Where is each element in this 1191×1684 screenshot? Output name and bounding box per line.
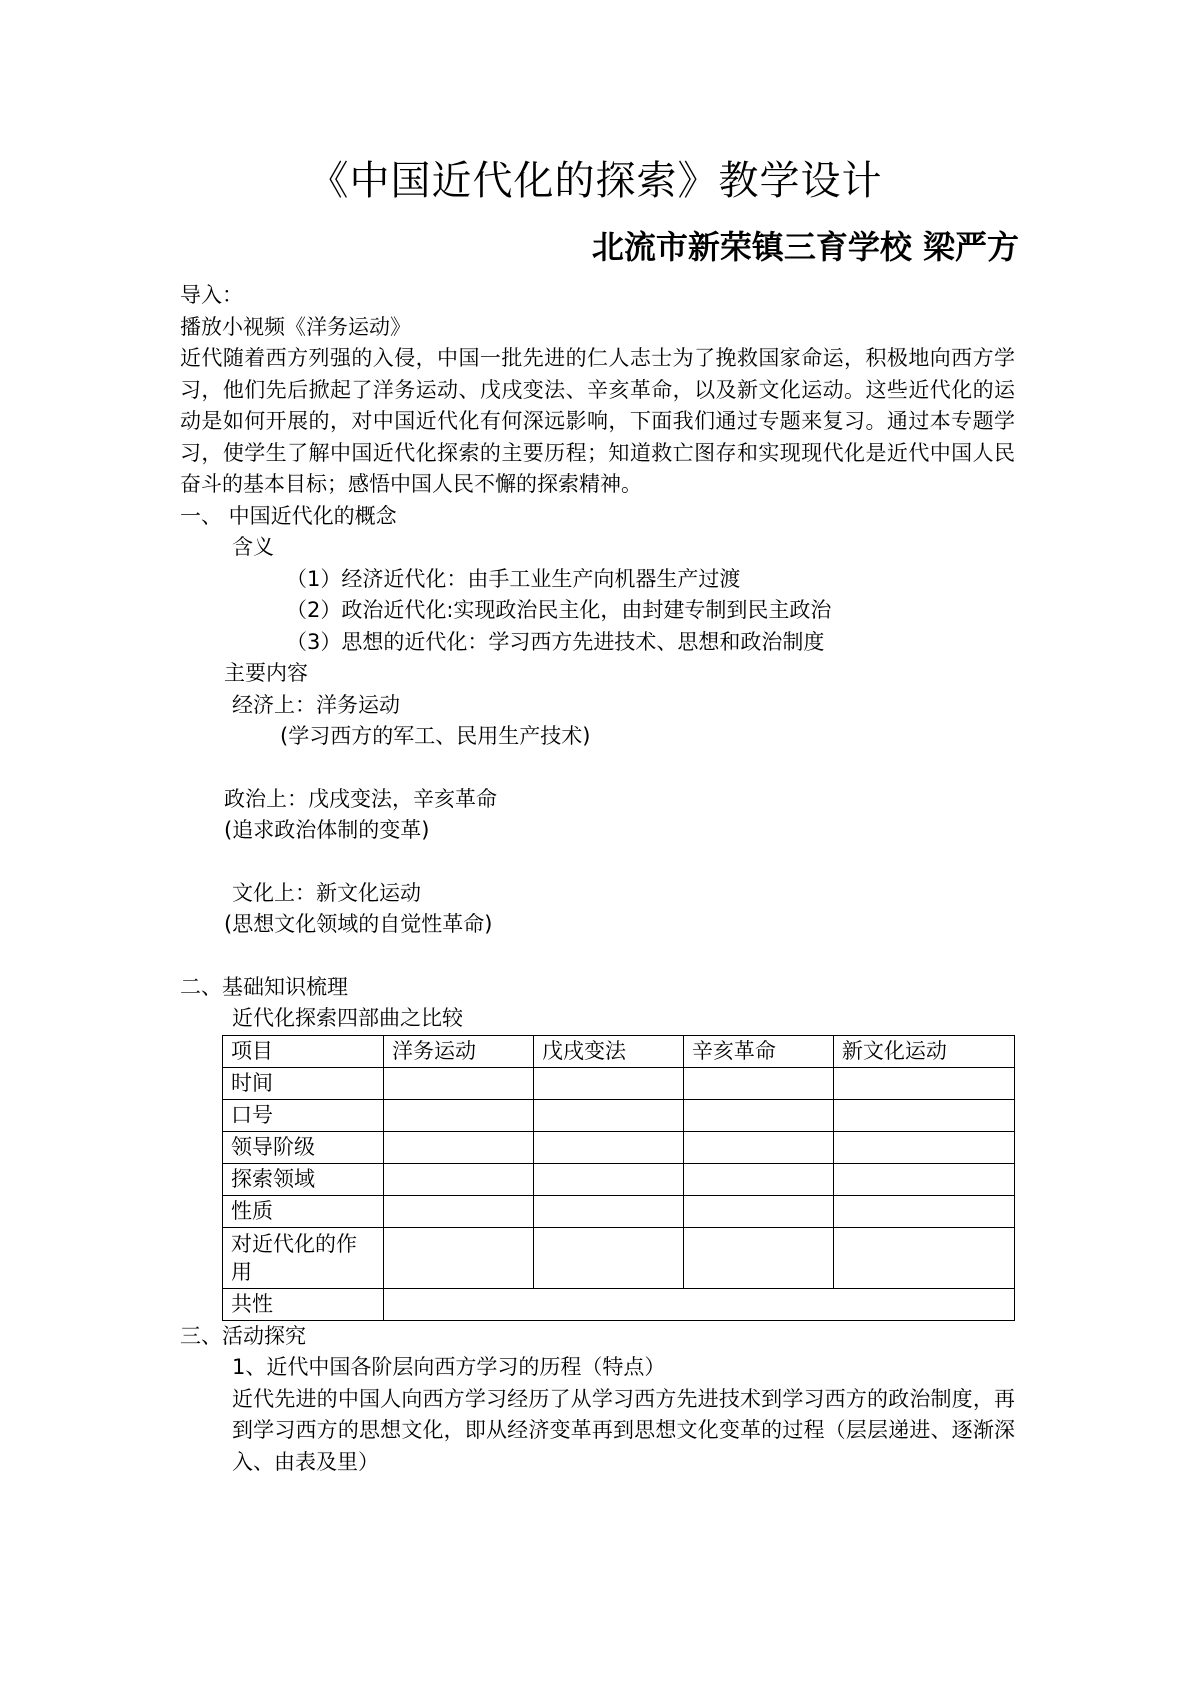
table-cell bbox=[533, 1067, 683, 1099]
table-caption: 近代化探索四部曲之比较 bbox=[232, 1006, 463, 1030]
section2-heading: 二、基础知识梳理 bbox=[180, 974, 348, 999]
intro-video: 播放小视频《洋务运动》 bbox=[180, 314, 411, 339]
section3-paragraph: 近代先进的中国人向西方学习经历了从学习西方先进技术到学习西方的政治制度，再到学习西方的思想文化，即从经济变革再到思想文化变革的过程（层层递进、逐渐深入、由表及里） bbox=[232, 1386, 1015, 1474]
table-header-cell: 戊戌变法 bbox=[533, 1035, 683, 1067]
table-header-cell: 项目 bbox=[223, 1035, 384, 1067]
table-header-row bbox=[223, 1035, 1015, 1067]
culture-line: 文化上：新文化运动 bbox=[232, 880, 421, 905]
content-label: 主要内容 bbox=[224, 661, 308, 685]
table-cell bbox=[683, 1163, 833, 1195]
document-title: 《中国近代化的探索》教学设计 bbox=[308, 158, 883, 204]
table-header-cell: 辛亥革命 bbox=[683, 1035, 833, 1067]
row-label: 性质 bbox=[223, 1195, 384, 1227]
table-cell bbox=[833, 1099, 1014, 1131]
table-cell bbox=[683, 1227, 833, 1288]
intro-paragraph: 近代随着西方列强的入侵，中国一批先进的仁人志士为了挽救国家命运，积极地向西方学习，他们先后掀起了洋务运动、戊戌变法、辛亥革命，以及新文化运动。这些近代化的运动是如何开展的，对中国近代化有何深远影响，下面我们通过专题来复习。通过本专题学习，使学生了解中国近代化探索的主要历程；知道救亡图存和实现现代化是近代中国人民奋斗的基本目标；感悟中国人民不懈的探索精神。 bbox=[180, 346, 1015, 496]
table-cell bbox=[533, 1227, 683, 1288]
section3-heading: 三、活动探究 bbox=[180, 1323, 306, 1348]
table-cell bbox=[384, 1131, 534, 1163]
table-cell bbox=[533, 1195, 683, 1227]
table-header-cell: 洋务运动 bbox=[384, 1035, 534, 1067]
table-header-cell: 新文化运动 bbox=[833, 1035, 1014, 1067]
table-cell bbox=[683, 1195, 833, 1227]
table-cell bbox=[384, 1195, 534, 1227]
table-cell bbox=[833, 1067, 1014, 1099]
economy-note: (学习西方的军工、民用生产技术) bbox=[280, 724, 591, 748]
table-row bbox=[223, 1099, 1015, 1131]
section3-subheading: 1、近代中国各阶层向西方学习的历程（特点） bbox=[232, 1355, 666, 1379]
row-label: 时间 bbox=[223, 1067, 384, 1099]
row-label: 探索领域 bbox=[223, 1163, 384, 1195]
section1-heading: 一、 中国近代化的概念 bbox=[180, 503, 397, 528]
table-row bbox=[223, 1195, 1015, 1227]
table-cell bbox=[384, 1099, 534, 1131]
table-cell bbox=[384, 1163, 534, 1195]
table-cell bbox=[683, 1067, 833, 1099]
table-cell bbox=[533, 1163, 683, 1195]
economy-line: 经济上：洋务运动 bbox=[232, 692, 400, 717]
table-cell bbox=[384, 1227, 534, 1288]
meaning-item-2: （2）政治近代化:实现政治民主化，由封建专制到民主政治 bbox=[286, 598, 832, 622]
table-cell bbox=[683, 1099, 833, 1131]
table-cell bbox=[833, 1163, 1014, 1195]
table-row bbox=[223, 1288, 1015, 1320]
politics-line: 政治上：戊戌变法，辛亥革命 bbox=[224, 786, 497, 811]
culture-note: (思想文化领域的自觉性革命) bbox=[224, 912, 493, 936]
row-label: 口号 bbox=[223, 1099, 384, 1131]
row-label: 共性 bbox=[223, 1288, 384, 1320]
comparison-table bbox=[222, 1035, 1015, 1321]
meaning-item-3: （3）思想的近代化：学习西方先进技术、思想和政治制度 bbox=[286, 629, 825, 654]
table-cell-merged bbox=[384, 1288, 1015, 1320]
document-body bbox=[180, 280, 1015, 1478]
meaning-label: 含义 bbox=[232, 535, 274, 559]
table-row bbox=[223, 1131, 1015, 1163]
document-author: 北流市新荣镇三育学校 梁严方 bbox=[591, 228, 1019, 266]
table-cell bbox=[384, 1067, 534, 1099]
politics-note: (追求政治体制的变革) bbox=[224, 818, 430, 842]
table-row bbox=[223, 1227, 1015, 1288]
intro-heading: 导入： bbox=[180, 283, 243, 307]
table-cell bbox=[533, 1099, 683, 1131]
row-label: 领导阶级 bbox=[223, 1131, 384, 1163]
table-cell bbox=[833, 1131, 1014, 1163]
row-label: 对近代化的作用 bbox=[223, 1227, 384, 1288]
table-row bbox=[223, 1067, 1015, 1099]
table-cell bbox=[683, 1131, 833, 1163]
table-row bbox=[223, 1163, 1015, 1195]
table-cell bbox=[833, 1195, 1014, 1227]
table-cell bbox=[533, 1131, 683, 1163]
meaning-item-1: （1）经济近代化：由手工业生产向机器生产过渡 bbox=[286, 566, 741, 591]
table-cell bbox=[833, 1227, 1014, 1288]
